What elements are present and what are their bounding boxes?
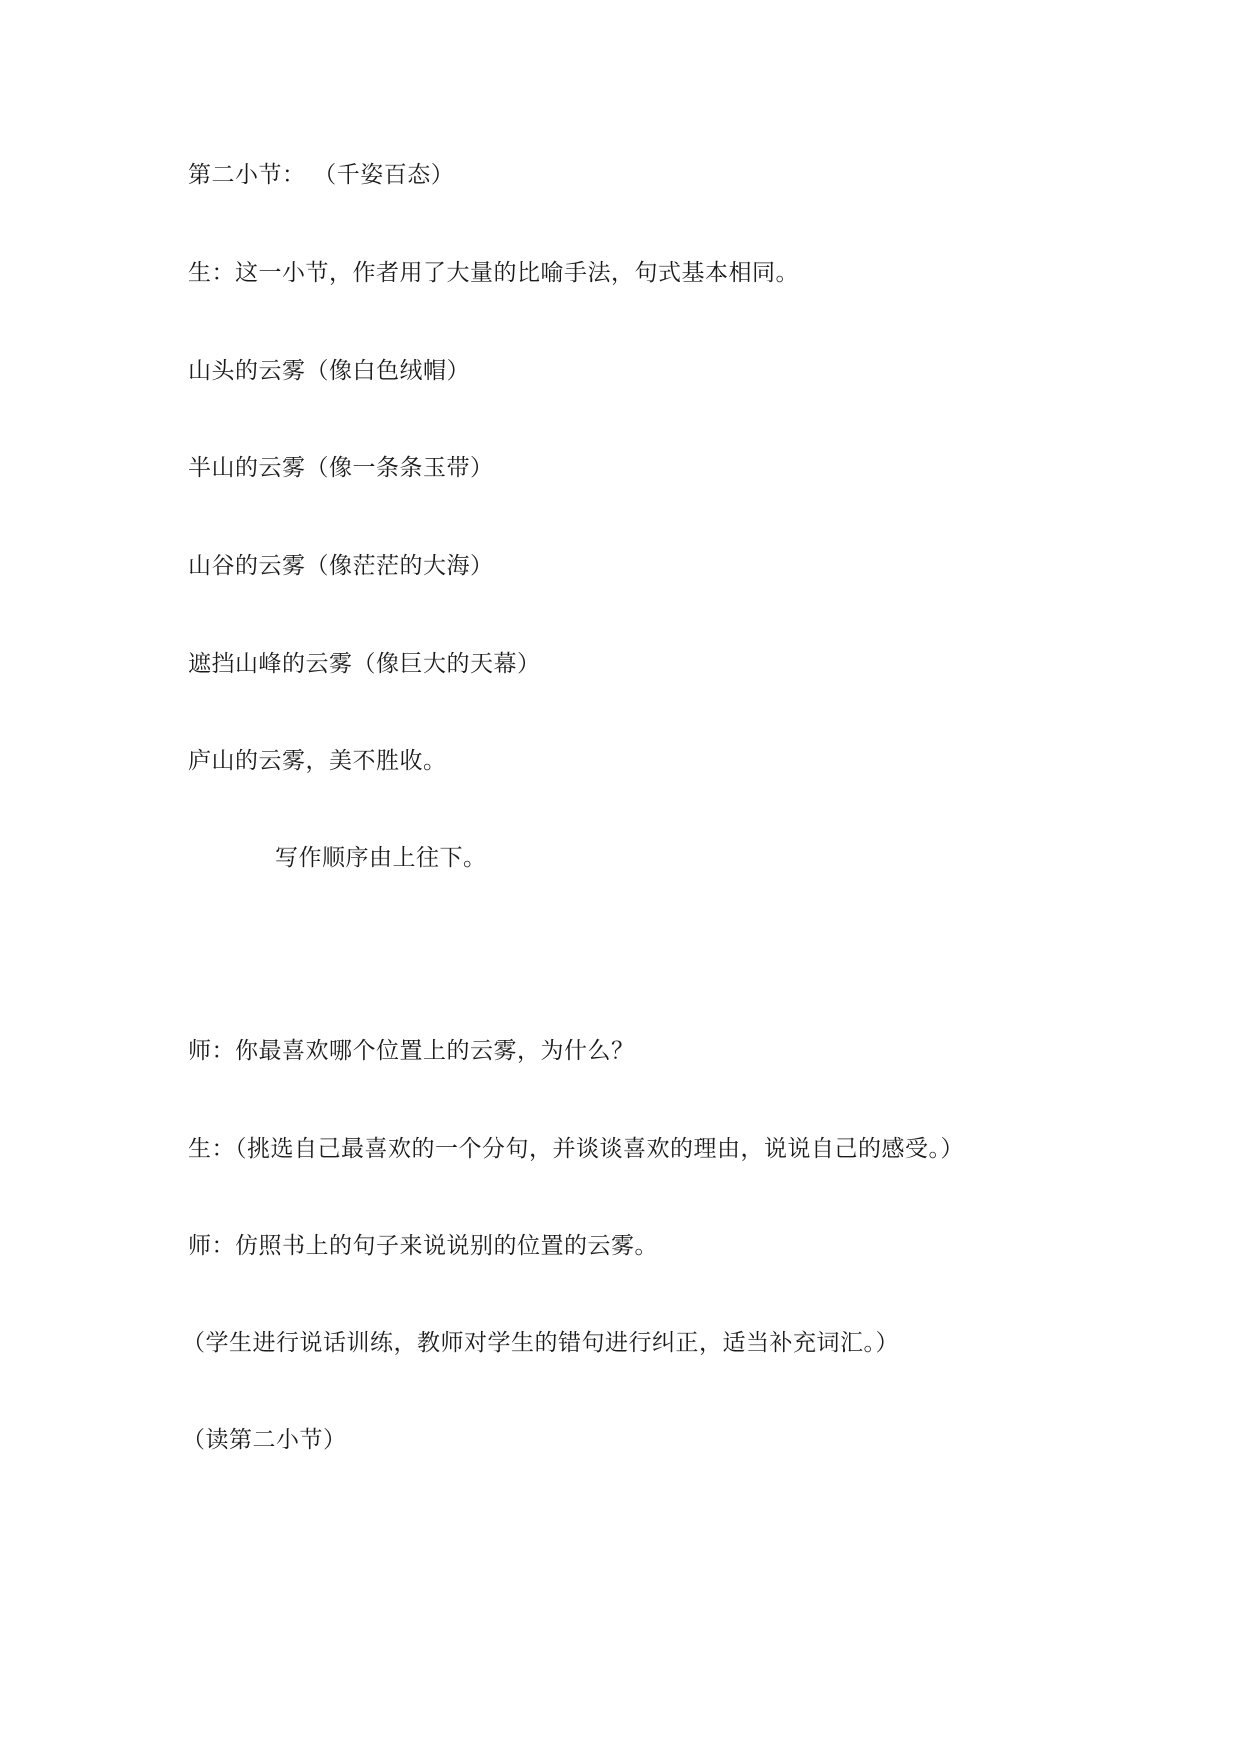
summary-line: 庐山的云雾，美不胜收。 <box>188 748 447 774</box>
student-remark-line: 生：这一小节，作者用了大量的比喻手法，句式基本相同。 <box>188 260 799 286</box>
teacher-question-line: 师：你最喜欢哪个位置上的云雾，为什么？ <box>188 1038 635 1064</box>
metaphor-line-halfway: 半山的云雾（像一条条玉带） <box>188 455 494 481</box>
student-response-line: 生：（挑选自己最喜欢的一个分句，并谈谈喜欢的理由，说说自己的感受。） <box>188 1136 964 1162</box>
metaphor-line-hilltop: 山头的云雾（像白色绒帽） <box>188 358 470 384</box>
teacher-instruction-line: 师：仿照书上的句子来说说别的位置的云雾。 <box>188 1233 658 1259</box>
metaphor-line-peak: 遮挡山峰的云雾（像巨大的天幕） <box>188 651 541 677</box>
reading-note-line: （读第二小节） <box>182 1427 347 1453</box>
activity-note-line: （学生进行说话训练，教师对学生的错句进行纠正，适当补充词汇。） <box>182 1330 899 1356</box>
section-heading: 第二小节： （千姿百态） <box>188 162 455 188</box>
metaphor-line-valley: 山谷的云雾（像茫茫的大海） <box>188 553 494 579</box>
writing-order-line: 写作顺序由上往下。 <box>275 845 487 871</box>
